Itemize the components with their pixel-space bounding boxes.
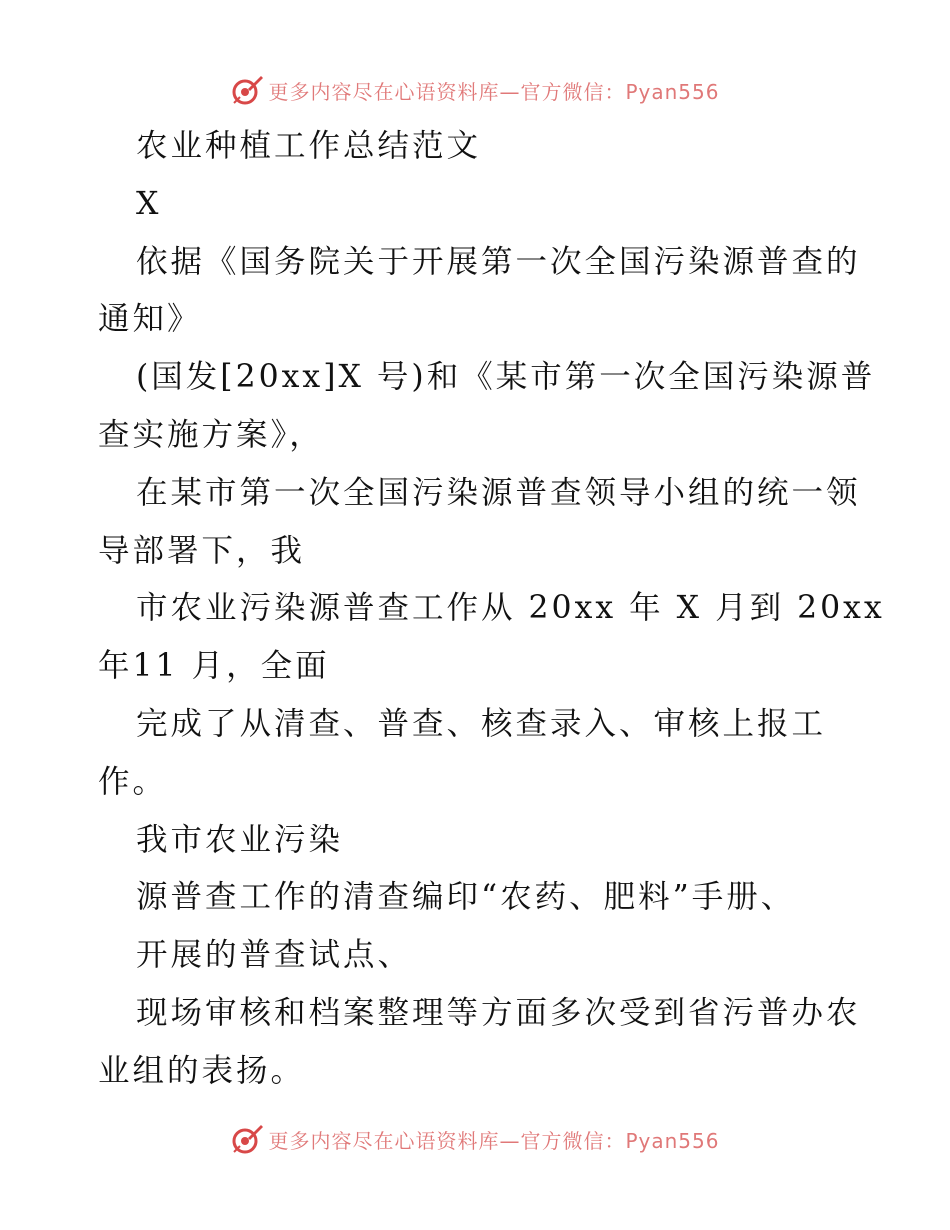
document-line: 查实施方案》，: [98, 416, 324, 453]
document-line: 现场审核和档案整理等方面多次受到省污普办农: [136, 994, 861, 1031]
document-line: (国发[20xx]X 号)和《某市第一次全国污染源普: [136, 359, 876, 396]
pen-logo-icon: [230, 73, 264, 107]
header-watermark-text: 更多内容尽在心语资料库—官方微信：Pyan556: [268, 79, 720, 104]
document-line: 在某市第一次全国污染源普查领导小组的统一领: [136, 474, 861, 511]
footer-watermark-text: 更多内容尽在心语资料库—官方微信：Pyan556: [268, 1128, 720, 1153]
document-line: 我市农业污染: [136, 821, 344, 858]
document-line: 作。: [98, 763, 168, 800]
document-line: 依据《国务院关于开展第一次全国污染源普查的: [136, 243, 861, 280]
document-line: 完成了从清查、普查、核查录入、审核上报工: [136, 705, 827, 742]
pen-logo-icon: [230, 1122, 264, 1156]
document-line: 通知》: [98, 301, 202, 338]
document-line: 开展的普查试点、: [136, 937, 413, 974]
document-body: [98, 118, 885, 1101]
header-watermark-banner: [0, 70, 950, 110]
document-line: 源普查工作的清查编印“农药、肥料”手册、: [136, 879, 796, 916]
footer-watermark-banner: [0, 1119, 950, 1159]
document-line: 农业种植工作总结范文: [136, 128, 482, 164]
document-line: 市农业污染源普查工作从 20xx 年 X 月到 20xx: [136, 590, 885, 627]
document-line: 导部署下，我: [98, 532, 306, 569]
document-line: 业组的表扬。: [98, 1052, 306, 1089]
document-line: 年11 月，全面: [98, 648, 330, 685]
document-line: X: [136, 185, 162, 222]
